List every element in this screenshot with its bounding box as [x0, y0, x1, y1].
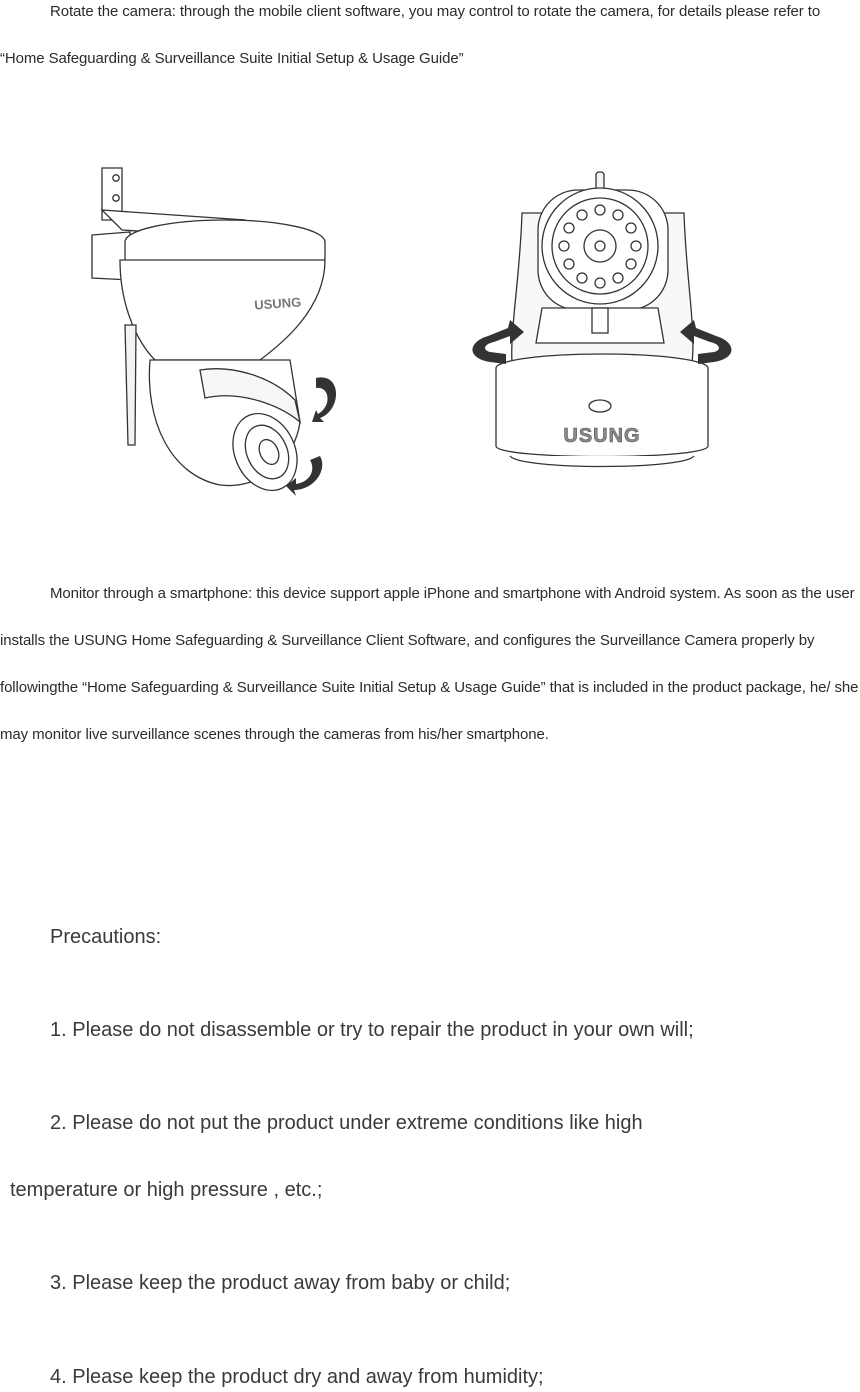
precaution-item-2-text: 2. Please do not put the product under extreme conditions like high [50, 1112, 643, 1134]
camera-side-view-illustration [80, 160, 360, 500]
precautions-title: Precautions: [50, 926, 162, 948]
precaution-item-4-text: 4. Please keep the product dry and away from humidity; [50, 1366, 544, 1388]
rotate-text: Rotate the camera: through the mobile client software, you may control to rotate the camera, for details please refer to “Home Safeguarding & Surveillance Suite Initial Setup & Usage Guide” [0, 3, 821, 67]
precautions-heading [0, 922, 860, 952]
precaution-item-3-text: 3. Please keep the product away from baby or child; [50, 1272, 511, 1294]
precaution-item-2-continued [10, 1175, 860, 1205]
front-brand-logo: USUNG [563, 425, 641, 447]
rotate-paragraph [0, 0, 860, 82]
side-brand-logo: USUNG [253, 294, 302, 313]
precaution-item-1-text: 1. Please do not disassemble or try to repair the product in your own will; [50, 1019, 694, 1041]
rotate-up-arrow-icon [312, 377, 336, 422]
precaution-item-4 [0, 1362, 860, 1392]
monitor-text: Monitor through a smartphone: this device support apple iPhone and smartphone with Android system. As soon as the user installs the USUNG Home Safeguarding & Surveillance Client Software, and configures the Surveillance Camera properly by followingthe “Home Safeguarding & Surveillance Suite Initial Setup & Usage Guide” that is included in the product package, he/ she may monitor live surveillance scenes through the cameras from his/her smartphone. [0, 585, 859, 743]
camera-front-view-illustration [460, 168, 745, 473]
monitor-paragraph [0, 570, 860, 758]
precaution-item-1 [0, 1015, 860, 1045]
precaution-item-2 [0, 1108, 860, 1138]
precaution-item-2-continued-text: temperature or high pressure , etc.; [10, 1179, 323, 1201]
precaution-item-3 [0, 1268, 860, 1298]
